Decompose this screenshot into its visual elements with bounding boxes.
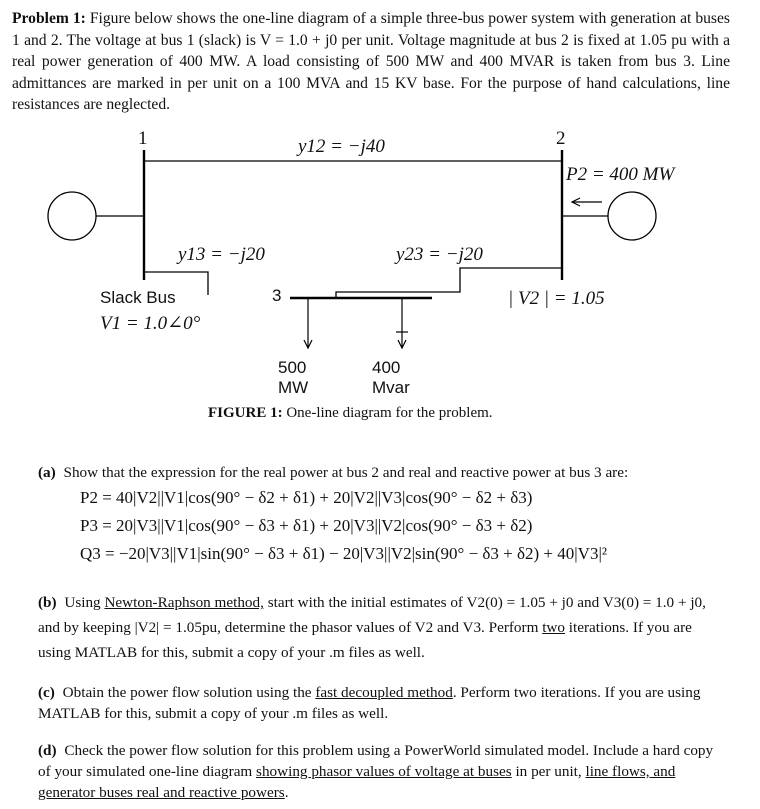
part-c-post: . Perform two iterations. If you are using MATLAB for this, submit a copy of your .m files as well. — [38, 684, 701, 722]
part-d — [38, 740, 728, 803]
load-p-value: 500 — [278, 358, 307, 377]
part-a-tag: (a) — [38, 464, 56, 481]
figure-caption — [208, 405, 493, 422]
part-b-method: Newton-Raphson method, — [104, 594, 264, 611]
part-d-underline-1: showing phasor values of voltage at buses — [256, 763, 512, 780]
slack-bus-title: Slack Bus — [100, 288, 176, 307]
equation-q3: Q3 = −20|V3||V1|sin(90° − δ3 + δ1) − 20|V3||V2|sin(90° − δ3 + δ2) + 40|V3|² — [80, 544, 607, 563]
problem-label: Problem 1: — [12, 10, 86, 27]
load-p-unit: MW — [278, 378, 309, 397]
load-q-value: 400 — [372, 358, 401, 377]
generator-2-icon — [608, 192, 656, 240]
part-d-underline-2: line flows, and generator buses real and reactive powers — [38, 763, 676, 801]
part-b-two: two — [542, 619, 565, 636]
part-c-method: fast decoupled method — [315, 684, 453, 701]
part-b-tag: (b) — [38, 594, 57, 611]
load-q-unit: Mvar — [372, 378, 410, 397]
caption-label: FIGURE 1: — [208, 405, 283, 421]
equation-p3: P3 = 20|V3||V1|cos(90° − δ3 + δ1) + 20|V3||V2|cos(90° − δ3 + δ2) — [80, 516, 533, 535]
part-a-text: Show that the expression for the real power at bus 2 and real and reactive power at bus 3 are: — [63, 464, 629, 481]
bus-1-label: 1 — [138, 128, 148, 149]
slack-bus-voltage: V1 = 1.0∠0° — [100, 313, 201, 334]
part-d-pre: Check the power flow solution for this problem using a PowerWorld simulated model. Include a hard copy of your simulated one-line diagram — [38, 742, 714, 780]
admittance-y23: y23 = −j20 — [396, 244, 483, 265]
problem-text: Figure below shows the one-line diagram of a simple three-bus power system with generation at buses 1 and 2. The voltage at bus 1 (slack) is V = 1.0 + j0 per unit. Voltage magnitude at bus 2 is fixed at 1.05 pu with a real power generation of 400 MW. A load consisting of 500 MW and 400 MVAR is taken from bus 3. Line admittances are marked in per unit on a 100 MVA and 15 KV base. For the purpose of hand calculations, line resistances are neglected. — [12, 10, 730, 114]
part-d-mid: in per unit, — [515, 763, 582, 780]
part-c-tag: (c) — [38, 684, 55, 701]
part-b — [38, 590, 728, 665]
p2-label: P2 = 400 MW — [566, 164, 675, 185]
admittance-y12: y12 = −j40 — [298, 136, 385, 157]
equation-p2: P2 = 40|V2||V1|cos(90° − δ2 + δ1) + 20|V2||V3|cos(90° − δ2 + δ3) — [80, 488, 533, 507]
part-c — [38, 682, 728, 724]
one-line-diagram — [0, 120, 760, 440]
part-b-post: start with the initial estimates of V2(0) = 1.05 + j0 and V3(0) = 1.0 + j0, and by keeping |V2| = 1.05pu, determine the phasor values of V2 and V3. Perform — [38, 594, 706, 636]
part-b-end: iterations. If you are using MATLAB for this, submit a copy of your .m files as well. — [38, 619, 692, 661]
bus-2-label: 2 — [556, 128, 566, 149]
bus-3-label: 3 — [272, 286, 282, 305]
part-d-tag: (d) — [38, 742, 57, 759]
part-c-pre: Obtain the power flow solution using the — [62, 684, 312, 701]
generator-1-icon — [48, 192, 96, 240]
part-d-end: . — [284, 784, 289, 801]
part-a — [38, 462, 728, 483]
problem-statement — [12, 8, 730, 116]
admittance-y13: y13 = −j20 — [178, 244, 265, 265]
part-b-pre: Using — [64, 594, 101, 611]
caption-text: One-line diagram for the problem. — [286, 405, 493, 421]
v2-label: | V2 | = 1.05 — [508, 288, 605, 309]
